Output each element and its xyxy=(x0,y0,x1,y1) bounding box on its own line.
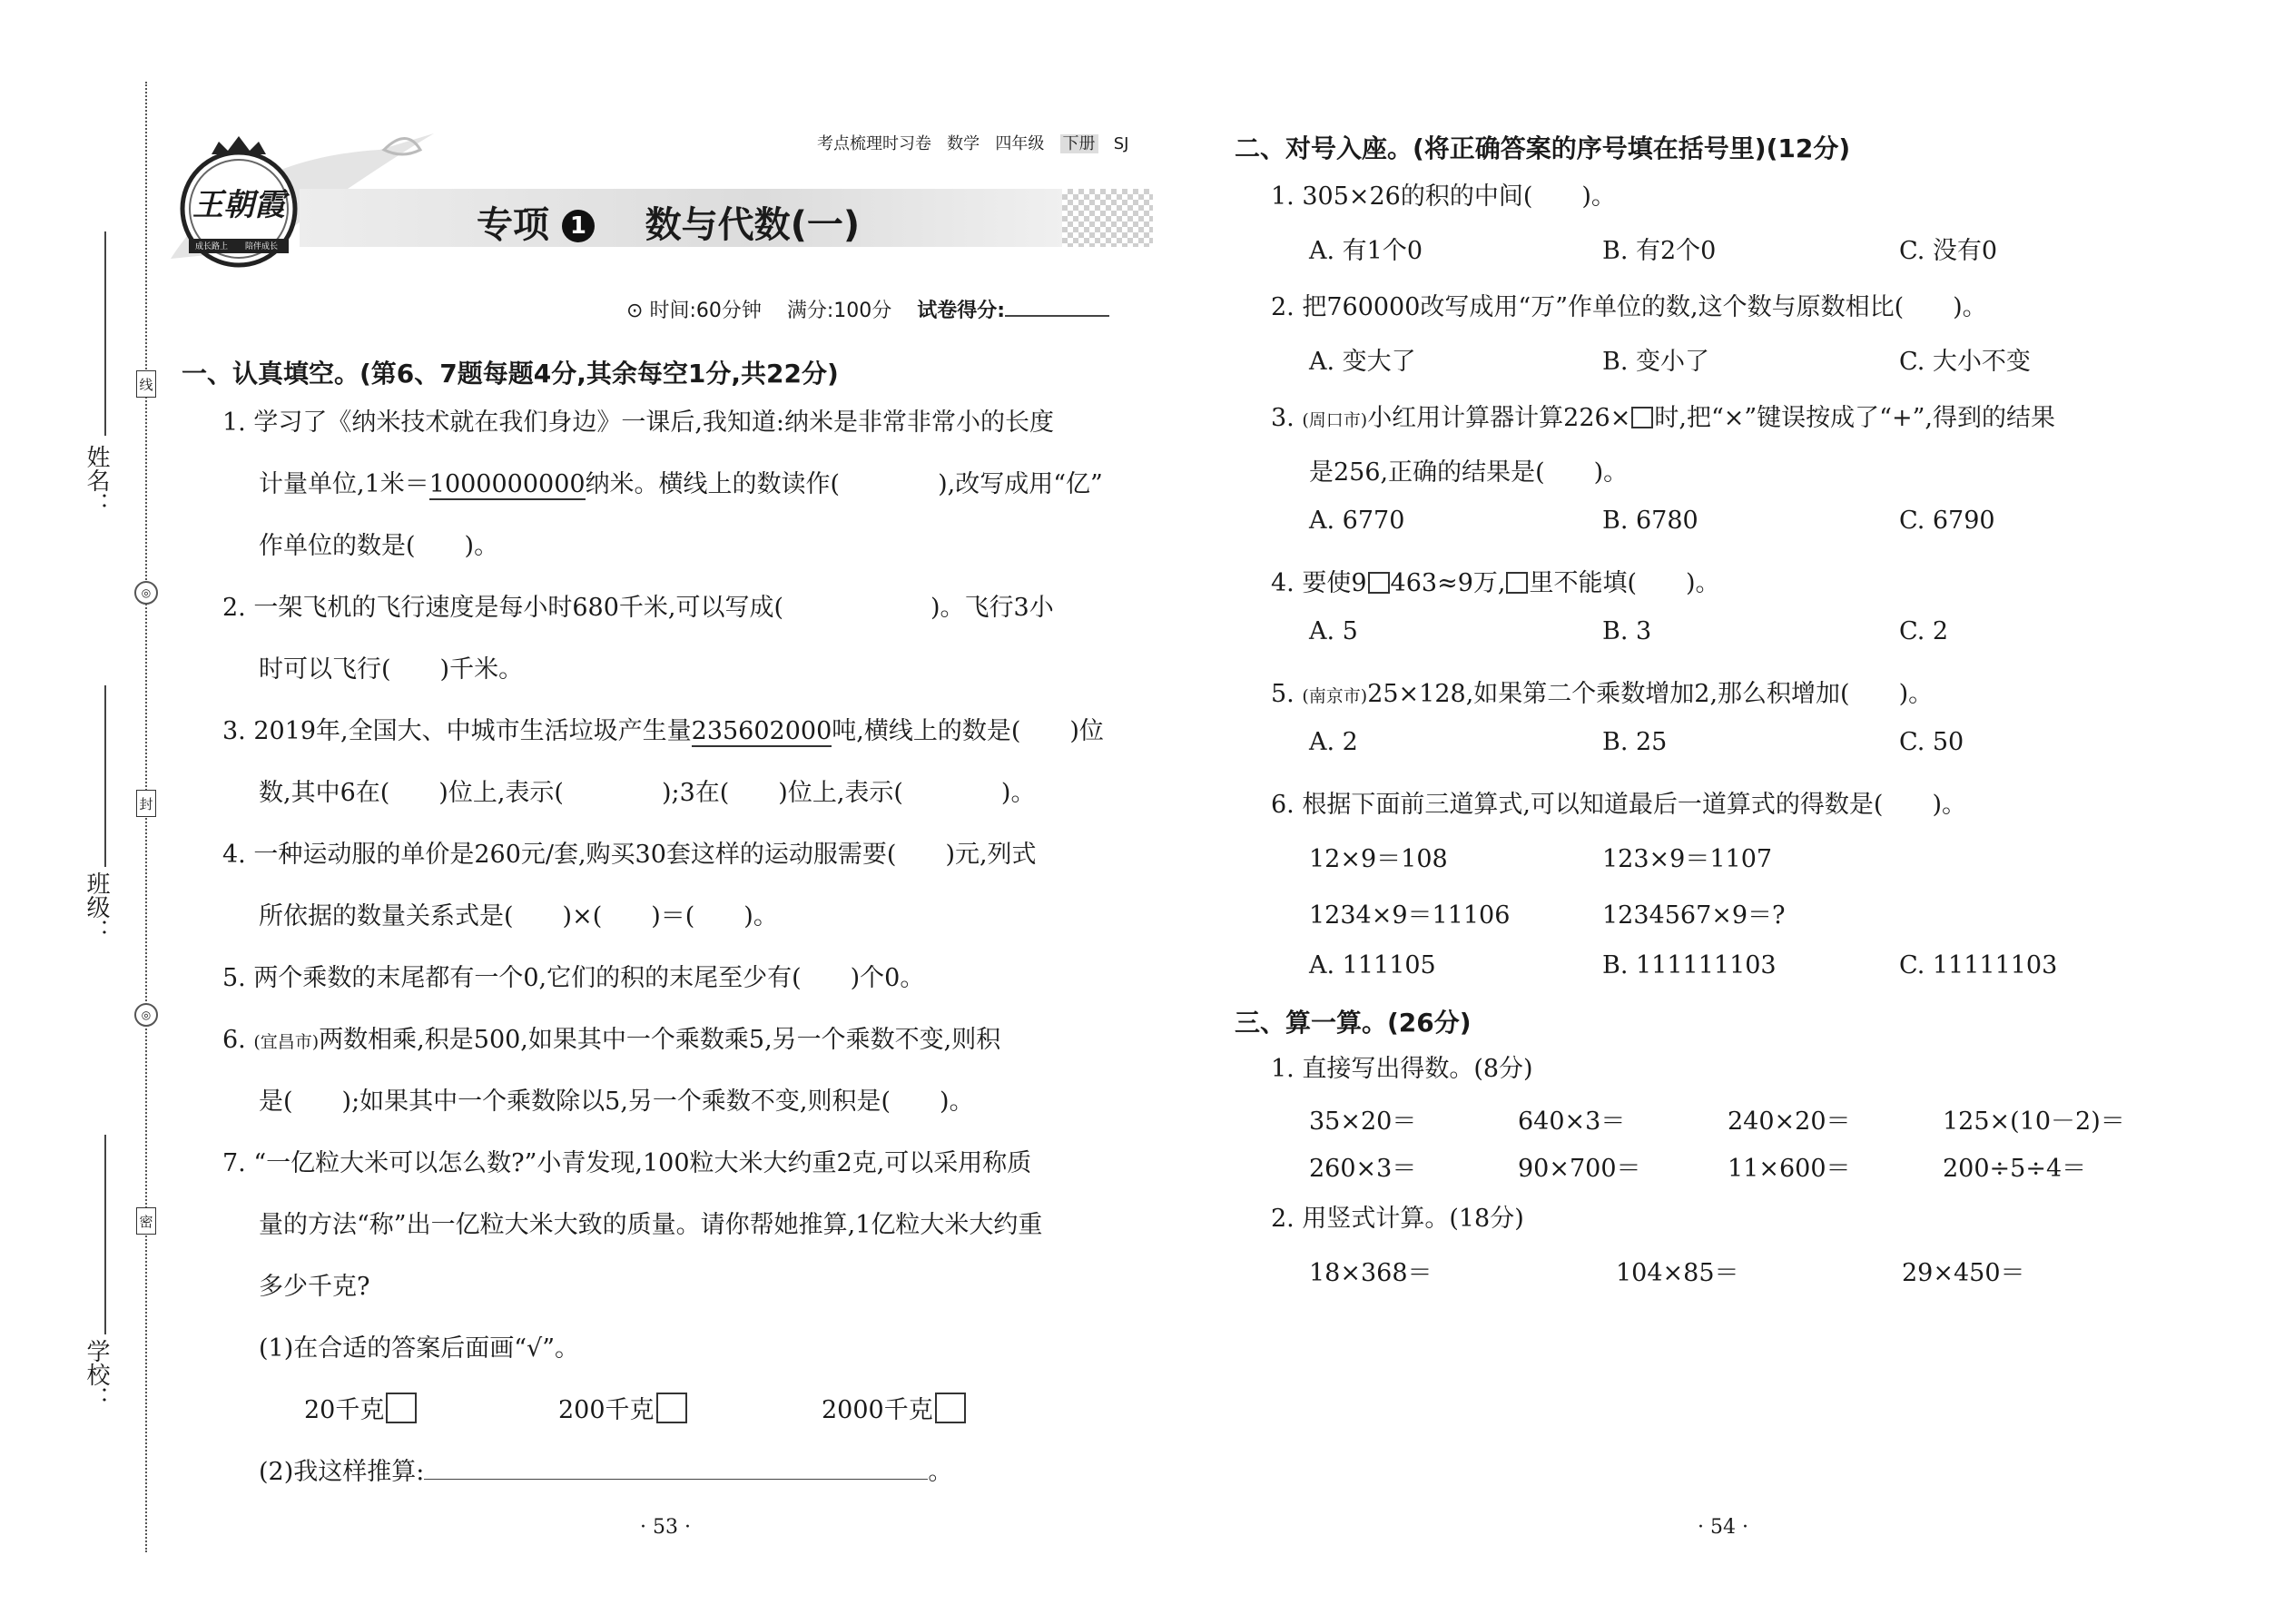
oral-calc-item: 240×20＝ xyxy=(1728,1107,1851,1136)
section-1-heading: 一、认真填空。(第6、7题每题4分,其余每空1分,共22分) xyxy=(182,359,839,389)
option-label: 2000千克 xyxy=(822,1396,933,1424)
q4-line2: 所依据的数量关系式是( )×( )＝( )。 xyxy=(259,902,778,930)
oral-calc-item: 11×600＝ xyxy=(1728,1155,1851,1183)
logo-slogan-left: 成长路上 xyxy=(195,242,229,251)
score-label: 试卷得分: xyxy=(917,300,1006,322)
logo-slogan-right: 陪伴成长 xyxy=(245,242,279,251)
q3-text: 吨,横线上的数是( )位 xyxy=(832,717,1104,745)
s2-q4-option-b: B. 3 xyxy=(1602,617,1652,645)
q7-answer-line[interactable] xyxy=(424,1455,928,1480)
oral-calc-item: 90×700＝ xyxy=(1518,1155,1641,1183)
exam-info xyxy=(626,295,1109,323)
s2-q6-option-a: A. 111105 xyxy=(1309,951,1436,979)
oral-calc-item: 640×3＝ xyxy=(1518,1107,1626,1136)
q5: 5. 两个乘数的末尾都有一个0,它们的积的末尾至少有( )个0。 xyxy=(222,964,925,992)
checkbox-200kg[interactable] xyxy=(656,1393,687,1423)
q1-underlined-number: 1000000000 xyxy=(428,470,586,498)
q3-line1 xyxy=(222,711,1104,746)
name-label: 姓名： xyxy=(83,445,110,516)
s2-q5-number: 5. xyxy=(1271,680,1295,708)
s2-q2: 2. 把760000改写成用“万”作单位的数,这个数与原数相比( )。 xyxy=(1271,293,1987,321)
s2-q4-option-a: A. 5 xyxy=(1309,617,1358,645)
school-blank xyxy=(104,1135,106,1334)
binding-hole-icon: ◎ xyxy=(134,581,158,605)
page-number-right: · 54 · xyxy=(1698,1516,1748,1539)
q6-line1 xyxy=(222,1019,1000,1055)
s2-q5-option-b: B. 25 xyxy=(1602,728,1668,756)
page-number-left: · 53 · xyxy=(640,1516,691,1539)
q7-option-200kg xyxy=(558,1390,687,1425)
fold-line xyxy=(145,82,147,1552)
s2-q1-option-c: C. 没有0 xyxy=(1899,237,1998,265)
q6-number: 6. xyxy=(222,1026,246,1054)
s2-q4-text: 463≈9万, xyxy=(1390,569,1506,597)
q7-sub1: (1)在合适的答案后面画“√”。 xyxy=(259,1334,580,1363)
oral-calc-item: 260×3＝ xyxy=(1309,1155,1417,1183)
full-score: 满分:100分 xyxy=(786,300,892,322)
s2-q6: 6. 根据下面前三道算式,可以知道最后一道算式的得数是( )。 xyxy=(1271,791,1966,819)
s2-q4-text: 4. 要使9 xyxy=(1271,569,1367,597)
checker-decoration xyxy=(1062,189,1153,247)
q3-line2: 数,其中6在( )位上,表示( );3在( )位上,表示( )。 xyxy=(259,779,1036,807)
s2-q3-option-c: C. 6790 xyxy=(1899,507,1995,535)
s2-q1-option-b: B. 有2个0 xyxy=(1602,237,1717,265)
checkbox-20kg[interactable] xyxy=(386,1393,417,1423)
s2-q3-option-b: B. 6780 xyxy=(1602,507,1698,535)
binding-hole-icon: ◎ xyxy=(134,1003,158,1027)
clock-icon: ⊙ xyxy=(626,300,644,322)
s2-q5-option-c: C. 50 xyxy=(1899,728,1964,756)
q6-source-tag: (宜昌市) xyxy=(253,1032,320,1052)
name-blank xyxy=(104,231,106,436)
q6-text: 两数相乘,积是500,如果其中一个乘数乘5,另一个乘数不变,则积 xyxy=(319,1026,1001,1054)
grade: 四年级 xyxy=(995,134,1045,153)
q6-line2: 是( );如果其中一个乘数除以5,另一个乘数不变,则积是( )。 xyxy=(259,1088,974,1116)
vertical-calc-item: 104×85＝ xyxy=(1616,1259,1739,1287)
oral-calc-item: 125×(10－2)＝ xyxy=(1943,1107,2125,1136)
q7-line2: 量的方法“称”出一亿粒大米大致的质量。请你帮她推算,1亿粒大米大约重 xyxy=(259,1211,1043,1239)
option-label: 200千克 xyxy=(558,1396,655,1424)
option-label: 20千克 xyxy=(304,1396,385,1424)
s2-q4 xyxy=(1271,563,1720,598)
s2-q3-source-tag: (周口市) xyxy=(1302,410,1368,430)
q3-text: 3. 2019年,全国大、中城市生活垃圾产生量 xyxy=(222,717,692,745)
s2-q5-option-a: A. 2 xyxy=(1309,728,1358,756)
s2-q5-text: 25×128,如果第二个乘数增加2,那么积增加( )。 xyxy=(1367,680,1934,708)
s2-q6-eq2: 123×9＝1107 xyxy=(1602,845,1773,873)
q7-line3: 多少千克? xyxy=(259,1273,370,1301)
edition: SJ xyxy=(1113,134,1129,153)
q2-line1: 2. 一架飞机的飞行速度是每小时680千米,可以写成( )。飞行3小 xyxy=(222,594,1054,622)
q1-line1: 1. 学习了《纳米技术就在我们身边》一课后,我知道:纳米是非常非常小的长度 xyxy=(222,408,1055,437)
seal-secret-mark: 密 xyxy=(136,1207,156,1235)
s2-q6-option-c: C. 11111103 xyxy=(1899,951,2058,979)
score-field[interactable] xyxy=(1005,315,1109,317)
s2-q4-option-c: C. 2 xyxy=(1899,617,1949,645)
q3-underlined-number: 235602000 xyxy=(691,717,832,745)
s2-q3-option-a: A. 6770 xyxy=(1309,507,1405,535)
oral-calc-item: 200÷5÷4＝ xyxy=(1943,1155,2087,1183)
title-text: 数与代数(一) xyxy=(645,204,861,246)
series-name: 考点梳理时习卷 xyxy=(817,134,931,153)
s2-q3-line2: 是256,正确的结果是( )。 xyxy=(1309,458,1629,487)
title-prefix: 专项 xyxy=(477,204,549,246)
section-3-heading: 三、算一算。(26分) xyxy=(1235,1008,1472,1038)
vertical-calc-item: 18×368＝ xyxy=(1309,1259,1433,1287)
time-info: 时间:60分钟 xyxy=(649,300,762,322)
q7-line1: 7. “一亿粒大米可以怎么数?”小青发现,100粒大米大约重2克,可以采用称质 xyxy=(222,1149,1032,1177)
q1-text: 计量单位,1米＝ xyxy=(259,470,429,498)
q7-sub2-label: (2)我这样推算: xyxy=(259,1458,425,1486)
s2-q6-option-b: B. 111111103 xyxy=(1602,951,1777,979)
s2-q2-option-b: B. 变小了 xyxy=(1602,348,1710,376)
s2-q2-option-c: C. 大小不变 xyxy=(1899,348,2031,376)
blank-square-icon xyxy=(1368,572,1390,594)
section-2-heading: 二、对号入座。(将正确答案的序号填在括号里)(12分) xyxy=(1235,133,1851,163)
seal-line-mark: 线 xyxy=(136,370,156,398)
term: 下册 xyxy=(1060,134,1098,153)
logo-text: 王朝霞 xyxy=(192,187,285,223)
s2-q1: 1. 305×26的积的中间( )。 xyxy=(1271,182,1616,211)
series-info xyxy=(817,131,1128,154)
s2-q3-text: 小红用计算器计算226× xyxy=(1367,404,1631,432)
q7-option-20kg xyxy=(304,1390,417,1425)
q1-line2 xyxy=(259,464,1103,499)
q7-option-2000kg xyxy=(822,1390,966,1425)
s2-q3-line1 xyxy=(1271,398,2055,433)
s2-q6-eq4: 1234567×9＝? xyxy=(1602,901,1786,930)
q1-text: 纳米。横线上的数读作( ),改写成用“亿” xyxy=(585,470,1103,498)
class-blank xyxy=(104,685,106,867)
q7-sub2-end: 。 xyxy=(928,1458,953,1486)
title-number-badge: 1 xyxy=(562,210,595,242)
s3-q2: 2. 用竖式计算。(18分) xyxy=(1271,1205,1524,1233)
s2-q3-number: 3. xyxy=(1271,404,1295,432)
s2-q4-text: 里不能填( )。 xyxy=(1529,569,1720,597)
blank-square-icon xyxy=(1506,572,1528,594)
seal-seal-mark: 封 xyxy=(136,790,156,817)
blank-square-icon xyxy=(1631,407,1653,428)
vertical-calc-item: 29×450＝ xyxy=(1902,1259,2025,1287)
page-title xyxy=(477,196,860,248)
q4-line1: 4. 一种运动服的单价是260元/套,购买30套这样的运动服需要( )元,列式 xyxy=(222,841,1037,869)
q7-sub2 xyxy=(259,1452,952,1487)
checkbox-2000kg[interactable] xyxy=(935,1393,966,1423)
s2-q1-option-a: A. 有1个0 xyxy=(1309,237,1423,265)
s2-q2-option-a: A. 变大了 xyxy=(1309,348,1416,376)
s2-q6-eq3: 1234×9＝11106 xyxy=(1309,901,1511,930)
s2-q5 xyxy=(1271,674,1933,709)
q1-line3: 作单位的数是( )。 xyxy=(259,532,499,560)
s3-q1: 1. 直接写出得数。(8分) xyxy=(1271,1055,1533,1083)
class-label: 班级： xyxy=(83,871,110,942)
s2-q3-text: 时,把“×”键误按成了“+”,得到的结果 xyxy=(1654,404,2055,432)
q2-line2: 时可以飞行( )千米。 xyxy=(259,655,524,684)
oral-calc-item: 35×20＝ xyxy=(1309,1107,1417,1136)
school-label: 学校： xyxy=(83,1339,110,1410)
s2-q5-source-tag: (南京市) xyxy=(1302,686,1368,706)
subject: 数学 xyxy=(947,134,980,153)
s2-q6-eq1: 12×9＝108 xyxy=(1309,845,1448,873)
